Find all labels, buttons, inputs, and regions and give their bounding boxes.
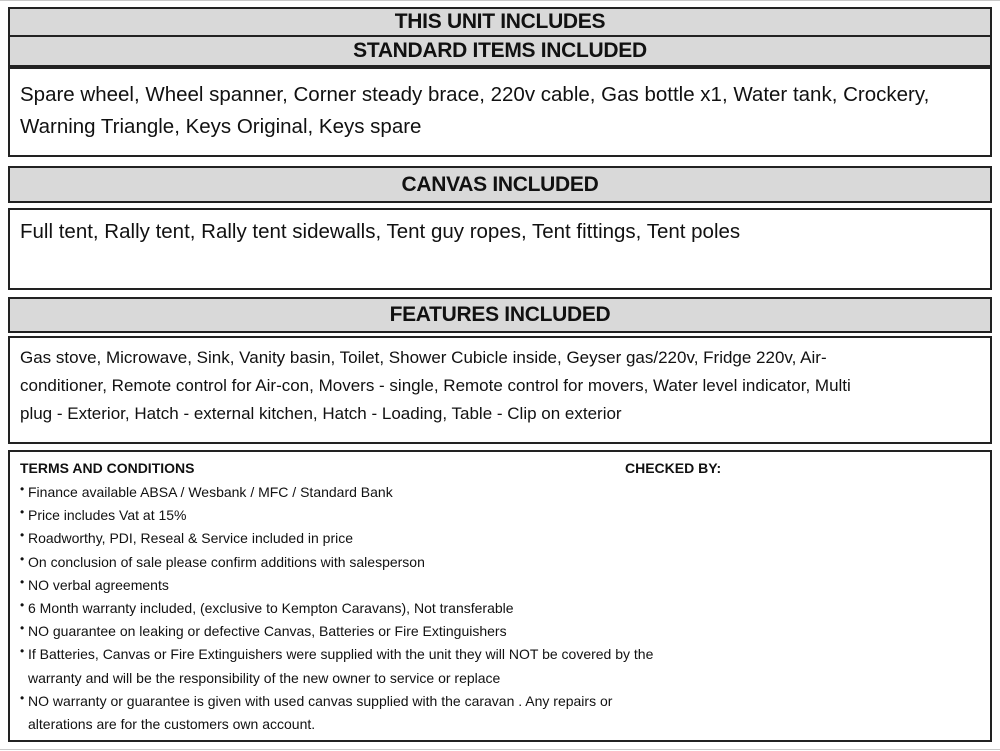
standard-items-line-1: Spare wheel, Wheel spanner, Corner steady brace, 220v cable, Gas bottle x1, Water tank, Crockery, — [20, 83, 930, 106]
terms-item-continuation: alterations are for the customers own account. — [28, 716, 316, 733]
terms-item — [20, 597, 980, 620]
terms-item — [20, 574, 980, 597]
features-line-3: plug - Exterior, Hatch - external kitchen, Hatch - Loading, Table - Clip on exterior — [20, 404, 622, 423]
features-line-2: conditioner, Remote control for Air-con, Movers - single, Remote control for movers, Water level indicator, Multi — [20, 376, 851, 395]
unit-includes-title — [8, 7, 992, 37]
terms-item — [20, 504, 980, 527]
standard-items-heading-text: STANDARD ITEMS INCLUDED — [353, 39, 647, 62]
features-heading-text: FEATURES INCLUDED — [389, 303, 611, 326]
terms-item-text: On conclusion of sale please confirm additions with salesperson — [28, 553, 425, 570]
features-box — [8, 336, 992, 444]
features-heading — [8, 297, 992, 333]
standard-items-line-2: Warning Triangle, Keys Original, Keys spare — [20, 115, 422, 138]
canvas-heading — [8, 166, 992, 203]
terms-item-text: NO warranty or guarantee is given with used canvas supplied with the caravan . Any repairs or — [28, 692, 613, 709]
terms-item-text: Finance available ABSA / Wesbank / MFC / Standard Bank — [28, 484, 393, 500]
terms-item — [20, 481, 980, 504]
gridline — [0, 0, 1000, 1]
terms-item — [20, 690, 980, 736]
terms-item-text: Roadworthy, PDI, Reseal & Service included in price — [28, 530, 354, 547]
terms-item — [20, 620, 980, 643]
unit-includes-title-text: THIS UNIT INCLUDES — [394, 10, 606, 33]
gridline — [0, 749, 1000, 750]
terms-item — [20, 527, 980, 550]
standard-items-heading — [8, 35, 992, 67]
terms-item — [20, 551, 980, 574]
terms-item-continuation: warranty and will be the responsibility of the new owner to service or replace — [28, 669, 501, 686]
terms-item-text: 6 Month warranty included, (exclusive to Kempton Caravans), Not transferable — [28, 600, 514, 617]
terms-title: TERMS AND CONDITIONS — [20, 460, 195, 476]
canvas-items-text: Full tent, Rally tent, Rally tent sidewalls, Tent guy ropes, Tent fittings, Tent poles — [20, 220, 741, 243]
features-line-1: Gas stove, Microwave, Sink, Vanity basin, Toilet, Shower Cubicle inside, Geyser gas/220v, Fridge 220v, Air- — [20, 348, 827, 367]
terms-item — [20, 643, 980, 689]
terms-item-text: If Batteries, Canvas or Fire Extinguishers were supplied with the unit they will NOT be covered by the — [28, 646, 654, 663]
terms-item-text: NO guarantee on leaking or defective Canvas, Batteries or Fire Extinguishers — [28, 623, 507, 640]
terms-list — [20, 481, 980, 736]
terms-box — [8, 450, 992, 742]
terms-item-text: NO verbal agreements — [28, 576, 169, 593]
standard-items-box — [8, 67, 992, 157]
canvas-heading-text: CANVAS INCLUDED — [401, 173, 599, 196]
terms-item-text: Price includes Vat at 15% — [28, 507, 187, 524]
checked-by-label: CHECKED BY: — [625, 460, 722, 476]
canvas-box — [8, 208, 992, 290]
